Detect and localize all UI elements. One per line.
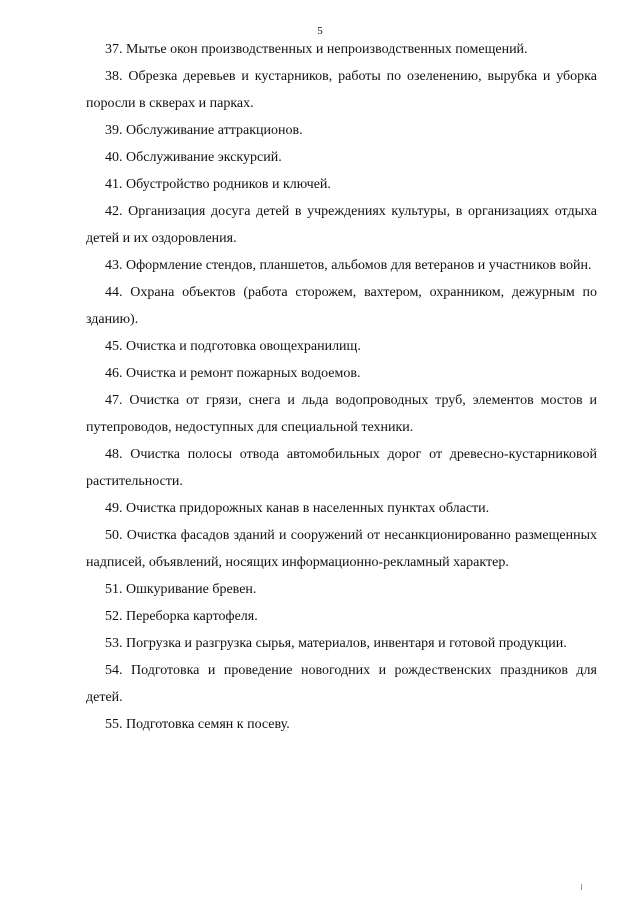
list-item: 38. Обрезка деревьев и кустарников, работы по озеленению, вырубка и уборка поросли в скверах и парках. <box>86 69 597 111</box>
list-item: 48. Очистка полосы отвода автомобильных дорог от древесно-кустарниковой растительности. <box>86 447 597 489</box>
list-item: 43. Оформление стендов, планшетов, альбомов для ветеранов и участников войн. <box>105 258 592 273</box>
list-item: 47. Очистка от грязи, снега и льда водопроводных труб, элементов мостов и путепроводов, недоступных для специальной техники. <box>86 393 597 435</box>
activity-list <box>86 36 597 738</box>
scan-edge-mark <box>581 884 582 890</box>
list-item: 39. Обслуживание аттракционов. <box>105 123 303 138</box>
list-item: 45. Очистка и подготовка овощехранилищ. <box>105 339 361 354</box>
list-item: 55. Подготовка семян к посеву. <box>105 717 290 732</box>
list-item: 46. Очистка и ремонт пожарных водоемов. <box>105 366 361 381</box>
list-item: 52. Переборка картофеля. <box>105 609 258 624</box>
list-item: 53. Погрузка и разгрузка сырья, материалов, инвентаря и готовой продукции. <box>105 636 567 651</box>
list-item: 40. Обслуживание экскурсий. <box>105 150 282 165</box>
list-item: 42. Организация досуга детей в учреждениях культуры, в организациях отдыха детей и их оздоровления. <box>86 204 597 246</box>
list-item: 41. Обустройство родников и ключей. <box>105 177 331 192</box>
list-item: 51. Ошкуривание бревен. <box>105 582 257 597</box>
list-item: 49. Очистка придорожных канав в населенных пунктах области. <box>105 501 490 516</box>
page-number: 5 <box>317 25 323 37</box>
list-item: 37. Мытье окон производственных и непроизводственных помещений. <box>105 42 528 57</box>
list-item: 50. Очистка фасадов зданий и сооружений от несанкционированно размещенных надписей, объявлений, носящих информационно-рекламный характер. <box>86 528 597 570</box>
list-item: 54. Подготовка и проведение новогодних и рождественских праздников для детей. <box>86 663 597 705</box>
list-item: 44. Охрана объектов (работа сторожем, вахтером, охранником, дежурным по зданию). <box>86 285 597 327</box>
